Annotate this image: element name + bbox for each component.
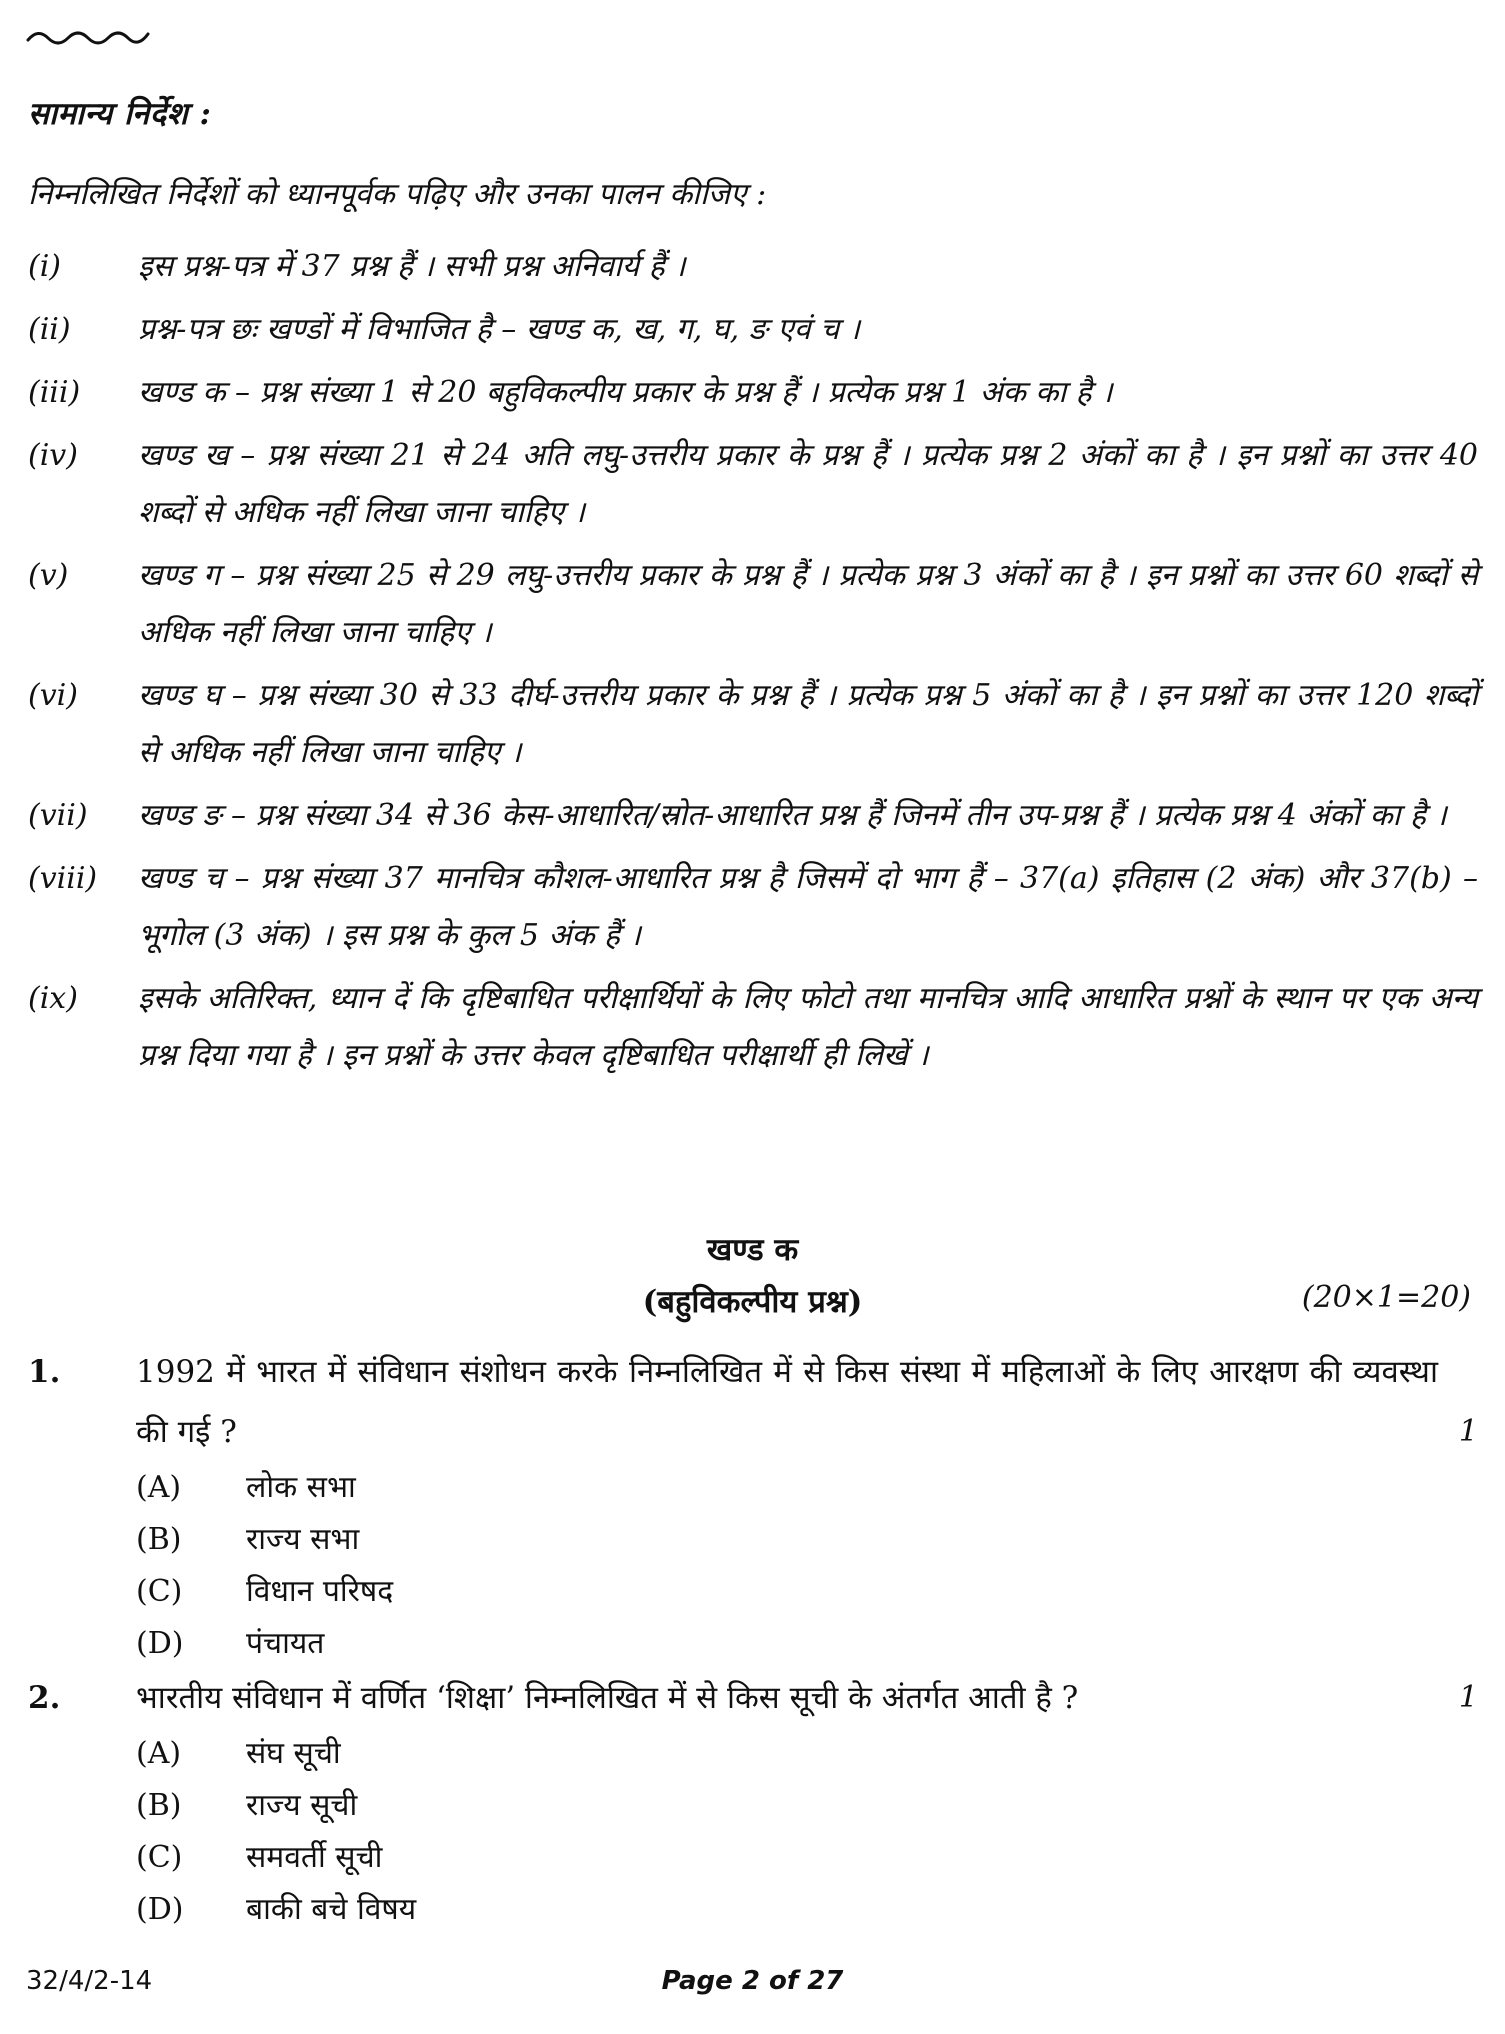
instruction-item bbox=[28, 667, 1478, 781]
option-text: बाकी बचे विषय bbox=[246, 1892, 417, 1927]
option-label: (C) bbox=[136, 1840, 183, 1875]
section-marks: (20×1=20) bbox=[1301, 1280, 1471, 1315]
instruction-number: (vii) bbox=[28, 798, 88, 833]
instructions-intro: निम्नलिखित निर्देशों को ध्यानपूर्वक पढ़िए और उनका पालन कीजिए : bbox=[28, 177, 767, 212]
instruction-item bbox=[28, 427, 1478, 541]
instruction-text: खण्ड ग – प्रश्न संख्या 25 से 29 लघु-उत्तरीय प्रकार के प्रश्न हैं । प्रत्येक प्रश्न 3 अंकों का है । इन प्रश्नों का उत्तर 60 शब्दों से अधिक नहीं लिखा जाना चाहिए । bbox=[138, 558, 1478, 650]
instructions-list bbox=[28, 238, 1478, 1090]
question-text: भारतीय संविधान में वर्णित ‘शिक्षा’ निम्नलिखित में से किस सूची के अंतर्गत आती है ? bbox=[136, 1680, 1079, 1716]
option-list bbox=[136, 1728, 1478, 1936]
option-list bbox=[136, 1462, 1478, 1670]
question-mark: 1 bbox=[1458, 1680, 1478, 1715]
section-title: खण्ड क bbox=[706, 1232, 799, 1268]
instruction-number: (ii) bbox=[28, 312, 71, 347]
question-text: 1992 में भारत में संविधान संशोधन करके निम्नलिखित में से किस संस्था में महिलाओं के लिए आरक्षण की व्यवस्था की गई ? bbox=[136, 1354, 1438, 1450]
section-subtitle: (बहुविकल्पीय प्रश्न) bbox=[642, 1284, 863, 1320]
instruction-number: (v) bbox=[28, 558, 69, 593]
option-b bbox=[136, 1514, 1478, 1566]
option-label: (D) bbox=[136, 1626, 184, 1661]
question-mark: 1 bbox=[1458, 1414, 1478, 1449]
instruction-number: (iii) bbox=[28, 375, 81, 410]
option-text: विधान परिषद bbox=[246, 1574, 394, 1609]
instruction-item bbox=[28, 301, 1478, 358]
option-label: (B) bbox=[136, 1522, 182, 1557]
option-label: (D) bbox=[136, 1892, 184, 1927]
instruction-text: इसके अतिरिक्त, ध्यान दें कि दृष्टिबाधित परीक्षार्थियों के लिए फोटो तथा मानचित्र आदि आधारित प्रश्नों के स्थान पर एक अन्य प्रश्न दिया गया है । इन प्रश्नों के उत्तर केवल दृष्टिबाधित परीक्षार्थी ही लिखें । bbox=[138, 981, 1478, 1073]
option-c bbox=[136, 1566, 1478, 1618]
instruction-item bbox=[28, 970, 1478, 1084]
option-a bbox=[136, 1728, 1478, 1780]
instruction-text: खण्ड क – प्रश्न संख्या 1 से 20 बहुविकल्पीय प्रकार के प्रश्न हैं । प्रत्येक प्रश्न 1 अंक का है । bbox=[138, 375, 1113, 410]
option-text: समवर्ती सूची bbox=[246, 1840, 383, 1875]
instruction-item bbox=[28, 238, 1478, 295]
instruction-text: खण्ड ङ – प्रश्न संख्या 34 से 36 केस-आधारित/स्रोत-आधारित प्रश्न हैं जिनमें तीन उप-प्रश्न हैं । प्रत्येक प्रश्न 4 अंकों का है । bbox=[138, 798, 1447, 833]
option-text: पंचायत bbox=[246, 1626, 325, 1661]
option-label: (C) bbox=[136, 1574, 183, 1609]
option-a bbox=[136, 1462, 1478, 1514]
instruction-item bbox=[28, 547, 1478, 661]
instruction-number: (iv) bbox=[28, 438, 78, 473]
instruction-text: खण्ड च – प्रश्न संख्या 37 मानचित्र कौशल-आधारित प्रश्न है जिसमें दो भाग हैं – 37(a) इतिहास (2 अंक) और 37(b) – भूगोल (3 अंक) । इस प्रश्न के कुल 5 अंक हैं । bbox=[138, 861, 1478, 953]
question-1 bbox=[28, 1342, 1478, 1670]
option-text: राज्य सूची bbox=[246, 1788, 358, 1823]
question-stem bbox=[28, 1342, 1478, 1462]
instruction-text: खण्ड घ – प्रश्न संख्या 30 से 33 दीर्घ-उत्तरीय प्रकार के प्रश्न हैं । प्रत्येक प्रश्न 5 अंकों का है । इन प्रश्नों का उत्तर 120 शब्दों से अधिक नहीं लिखा जाना चाहिए । bbox=[138, 678, 1478, 770]
instruction-number: (viii) bbox=[28, 861, 98, 896]
general-instructions-heading: सामान्य निर्देश : bbox=[28, 96, 212, 132]
option-label: (B) bbox=[136, 1788, 182, 1823]
option-text: लोक सभा bbox=[246, 1470, 356, 1505]
instruction-item bbox=[28, 787, 1478, 844]
instruction-text: प्रश्न-पत्र छः खण्डों में विभाजित है – खण्ड क, ख, ग, घ, ङ एवं च । bbox=[138, 312, 861, 347]
option-text: संघ सूची bbox=[246, 1736, 341, 1771]
option-label: (A) bbox=[136, 1470, 182, 1505]
instruction-text: इस प्रश्न-पत्र में 37 प्रश्न हैं । सभी प्रश्न अनिवार्य हैं । bbox=[138, 249, 686, 284]
instruction-text: खण्ड ख – प्रश्न संख्या 21 से 24 अति लघु-उत्तरीय प्रकार के प्रश्न हैं । प्रत्येक प्रश्न 2 अंकों का है । इन प्रश्नों का उत्तर 40 शब्दों से अधिक नहीं लिखा जाना चाहिए । bbox=[138, 438, 1478, 530]
question-2 bbox=[28, 1668, 1478, 1936]
question-number: 2. bbox=[28, 1680, 61, 1716]
question-stem bbox=[28, 1668, 1478, 1728]
instruction-item bbox=[28, 850, 1478, 964]
page-number: Page 2 of 27 bbox=[661, 1966, 844, 1996]
option-text: राज्य सभा bbox=[246, 1522, 360, 1557]
instruction-number: (ix) bbox=[28, 981, 78, 1016]
squiggle-mark-icon bbox=[26, 24, 156, 50]
instruction-number: (i) bbox=[28, 249, 62, 284]
paper-code: 32/4/2-14 bbox=[26, 1966, 153, 1996]
question-number: 1. bbox=[28, 1354, 61, 1390]
option-label: (A) bbox=[136, 1736, 182, 1771]
option-b bbox=[136, 1780, 1478, 1832]
instruction-number: (vi) bbox=[28, 678, 78, 713]
instruction-item bbox=[28, 364, 1478, 421]
option-d bbox=[136, 1618, 1478, 1670]
option-d bbox=[136, 1884, 1478, 1936]
option-c bbox=[136, 1832, 1478, 1884]
